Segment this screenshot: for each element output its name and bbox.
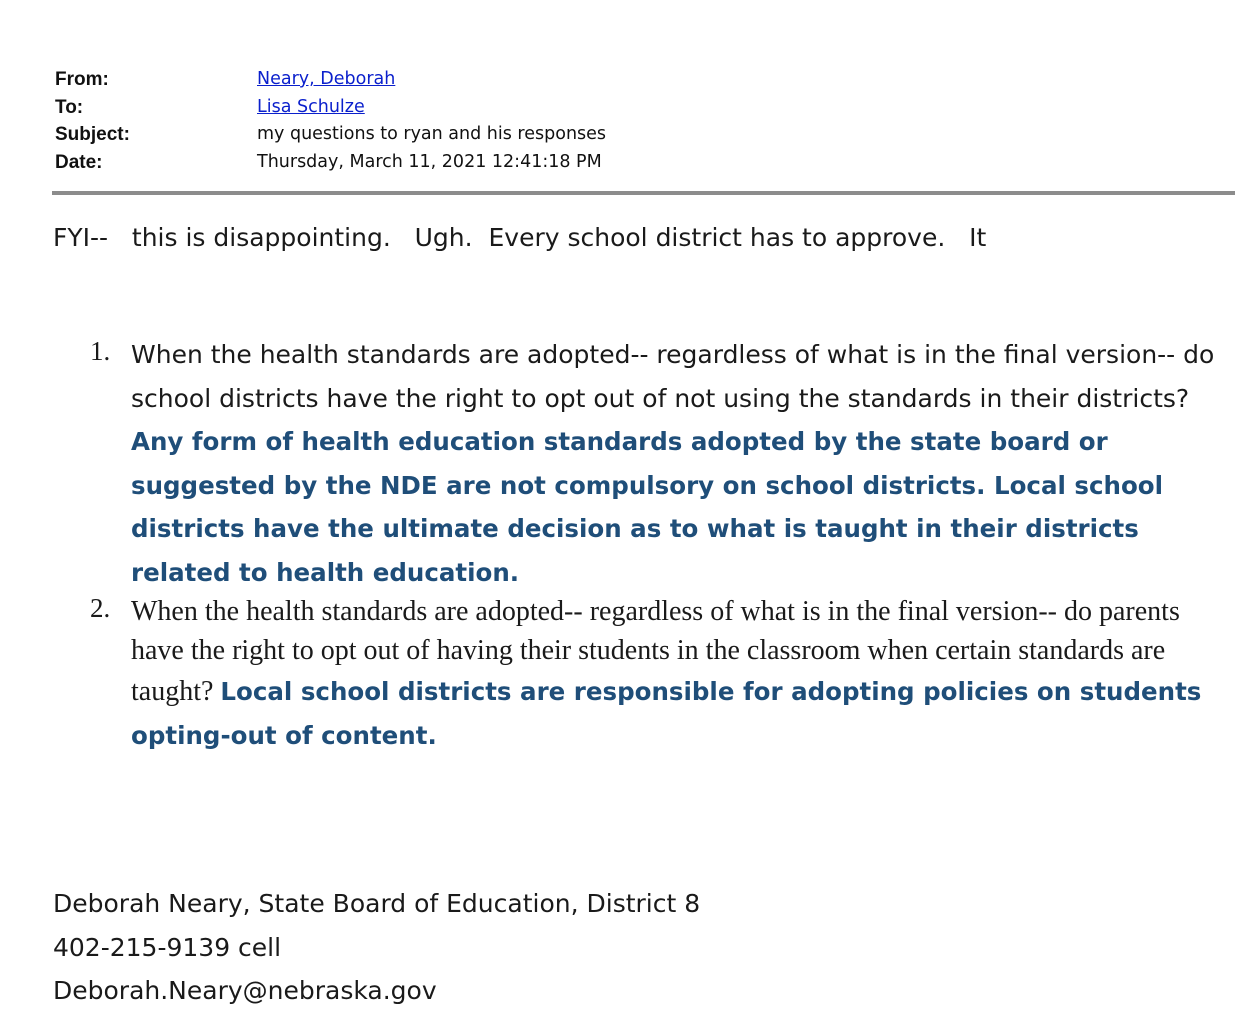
from-row bbox=[55, 66, 606, 94]
answer-text: Local school districts are responsible for adopting policies on students opting-out of content. bbox=[131, 677, 1202, 750]
date-row bbox=[55, 149, 606, 177]
item-number: 1. bbox=[90, 336, 111, 366]
date-value: Thursday, March 11, 2021 12:41:18 PM bbox=[257, 151, 602, 172]
answer-text: Any form of health education standards adopted by the state board or suggested by the NDE are not compulsory on school districts. Local school districts have the ultimate decision as to what is taught in their districts related to health education. bbox=[131, 427, 1164, 587]
item-body bbox=[131, 593, 1232, 757]
email-header bbox=[55, 66, 606, 176]
date-label: Date: bbox=[55, 151, 103, 173]
list-item bbox=[90, 333, 1232, 595]
signature-name: Deborah Neary, State Board of Education, District 8 bbox=[53, 889, 701, 918]
subject-label: Subject: bbox=[55, 124, 130, 145]
from-link[interactable]: Neary, Deborah bbox=[257, 69, 396, 89]
to-label: To: bbox=[55, 96, 84, 118]
item-number: 2. bbox=[90, 593, 111, 623]
subject-value: my questions to ryan and his responses bbox=[257, 124, 607, 144]
signature-phone: 402-215-9139 cell bbox=[53, 932, 282, 962]
question-text: When the health standards are adopted-- regardless of what is in the final version-- do parents have the right to opt out of having their students in the classroom when certain standards are taught? bbox=[131, 596, 1180, 707]
question-text: When the health standards are adopted-- regardless of what is in the final version-- do school districts have the right to opt out of not using the standards in their districts? bbox=[131, 340, 1215, 413]
to-link[interactable]: Lisa Schulze bbox=[257, 96, 365, 117]
subject-row bbox=[55, 121, 606, 149]
header-divider bbox=[52, 191, 1235, 195]
signature-email: Deborah.Neary@nebraska.gov bbox=[53, 976, 437, 1005]
item-body bbox=[131, 333, 1232, 595]
from-label: From: bbox=[55, 69, 109, 90]
signature-block bbox=[53, 882, 700, 1013]
intro-text: FYI-- this is disappointing. Ugh. Every school district has to approve. It bbox=[53, 223, 987, 252]
list-item bbox=[90, 593, 1232, 757]
to-row bbox=[55, 94, 606, 122]
